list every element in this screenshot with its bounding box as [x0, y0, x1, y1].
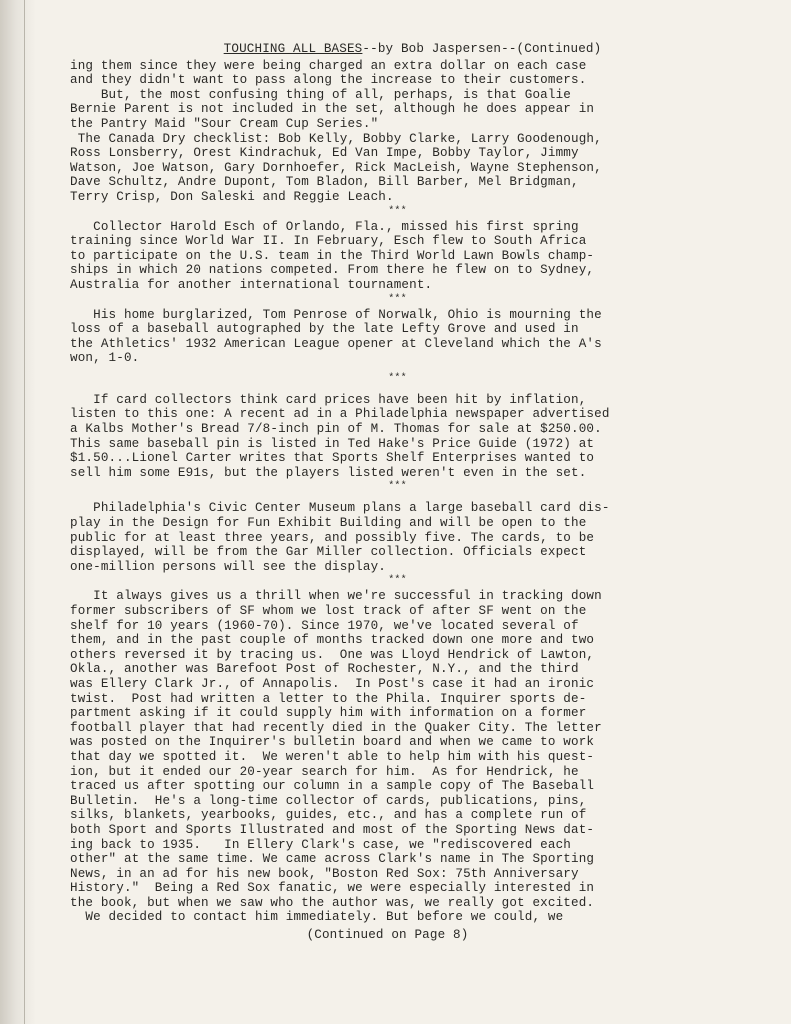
section-separator: ***: [388, 205, 407, 217]
page-binding-shadow: [0, 0, 36, 1024]
paragraph-canada-dry: [70, 59, 725, 205]
text-line: We decided to contact him immediately. But before we could, we: [70, 910, 564, 925]
text-line: Watson, Joe Watson, Gary Dornhoefer, Rick MacLeish, Wayne Stephenson,: [70, 160, 602, 175]
text-line: Okla., another was Barefoot Post of Rochester, N.Y., and the third: [70, 662, 579, 677]
text-line: sell him some E91s, but the players listed weren't even in the set.: [70, 465, 587, 480]
text-line: ships in which 20 nations competed. From there he flew on to Sydney,: [70, 263, 595, 278]
text-line: Australia for another international tournament.: [70, 277, 433, 292]
text-line: was posted on the Inquirer's bulletin board and when we came to work: [70, 735, 595, 750]
column-title: TOUCHING ALL BASES: [223, 42, 363, 56]
text-line: $1.50...Lionel Carter writes that Sports Shelf Enterprises wanted to: [70, 451, 595, 466]
byline: --by Bob Jaspersen--(Continued): [362, 42, 602, 56]
section-separator: ***: [388, 293, 407, 305]
text-line: ion, but it ended our 20-year search for him. As for Hendrick, he: [70, 764, 579, 779]
text-line: silks, blankets, yearbooks, guides, etc., and has a complete run of: [70, 808, 587, 823]
binding-edge: [24, 0, 25, 1024]
text-line: the book, but when we saw who the author was, we really got excited.: [70, 895, 595, 910]
text-line: History." Being a Red Sox fanatic, we were especially interested in: [70, 881, 595, 896]
text-line: won, 1-0.: [70, 351, 140, 366]
text-line: public for at least three years, and possibly five. The cards, to be: [70, 530, 595, 545]
text-line: Terry Crisp, Don Saleski and Reggie Leach.: [70, 189, 394, 204]
text-line: former subscribers of SF whom we lost track of after SF went on the: [70, 604, 587, 618]
text-line: twist. Post had written a letter to the Phila. Inquirer sports de-: [70, 691, 587, 706]
text-line: It always gives us a thrill when we're successful in tracking down: [70, 589, 602, 604]
section-separator: ***: [388, 481, 407, 493]
text-line: and they didn't want to pass along the increase to their customers.: [70, 73, 587, 88]
paragraph-subscribers: [70, 589, 725, 925]
text-line: both Sport and Sports Illustrated and most of the Sporting News dat-: [70, 822, 595, 837]
text-line: loss of a baseball autographed by the late Lefty Grove and used in: [70, 322, 579, 337]
text-line: ing back to 1935. In Ellery Clark's case, we "rediscovered each: [70, 837, 571, 852]
text-line: The Canada Dry checklist: Bob Kelly, Bobby Clarke, Larry Goodenough,: [70, 131, 602, 146]
section-separator: ***: [388, 575, 407, 587]
section-separator: ***: [388, 372, 407, 384]
text-line: the Pantry Maid "Sour Cream Cup Series.": [70, 116, 379, 131]
text-line: was Ellery Clark Jr., of Annapolis. In Post's case it had an ironic: [70, 676, 595, 691]
text-line: training since World War II. In February, Esch flew to South Africa: [70, 234, 587, 249]
text-line: displayed, will be from the Gar Miller collection. Officials expect: [70, 545, 587, 560]
text-line: Bernie Parent is not included in the set, although he does appear in: [70, 102, 595, 117]
text-line: partment asking if it could supply him with information on a former: [70, 706, 587, 721]
document-page: [70, 42, 725, 943]
text-line: a Kalbs Mother's Bread 7/8-inch pin of M. Thomas for sale at $250.00.: [70, 422, 602, 437]
text-line: Collector Harold Esch of Orlando, Fla., missed his first spring: [70, 219, 579, 234]
text-line: Philadelphia's Civic Center Museum plans a large baseball card dis-: [70, 501, 610, 516]
text-line: News, in an ad for his new book, "Boston Red Sox: 75th Anniversary: [70, 866, 579, 881]
text-line: If card collectors think card prices have been hit by inflation,: [70, 392, 587, 407]
text-line: football player that had recently died in the Quaker City. The letter: [70, 720, 602, 735]
paragraph-harold-esch: [70, 220, 725, 293]
text-line: the Athletics' 1932 American League opener at Cleveland which the A's: [70, 336, 602, 351]
text-line: This same baseball pin is listed in Ted Hake's Price Guide (1972) at: [70, 436, 595, 451]
text-line: Bulletin. He's a long-time collector of cards, publications, pins,: [70, 793, 587, 808]
text-line: play in the Design for Fun Exhibit Building and will be open to the: [70, 516, 587, 531]
text-line: others reversed it by tracing us. One was Lloyd Hendrick of Lawton,: [70, 647, 595, 662]
text-line: traced us after spotting our column in a sample copy of The Baseball: [70, 779, 595, 794]
text-line: other" at the same time. We came across Clark's name in The Sporting: [70, 852, 595, 867]
text-line: Ross Lonsberry, Orest Kindrachuk, Ed Van Impe, Bobby Taylor, Jimmy: [70, 146, 579, 161]
text-line: to participate on the U.S. team in the Third World Lawn Bowls champ-: [70, 248, 595, 263]
text-line: them, and in the past couple of months tracked down one more and two: [70, 633, 595, 648]
text-line: that day we spotted it. We weren't able to help him with his quest-: [70, 749, 595, 764]
text-line: one-million persons will see the display.: [70, 559, 387, 574]
text-line: Dave Schultz, Andre Dupont, Tom Bladon, Bill Barber, Mel Bridgman,: [70, 175, 579, 190]
text-line: ing them since they were being charged an extra dollar on each case: [70, 58, 587, 73]
text-line: listen to this one: A recent ad in a Philadelphia newspaper advertised: [70, 407, 610, 422]
page-title: [100, 42, 725, 57]
text-line: But, the most confusing thing of all, perhaps, is that Goalie: [70, 87, 571, 102]
text-line: shelf for 10 years (1960-70). Since 1970, we've located several of: [70, 618, 579, 633]
paragraph-civic-center: [70, 501, 725, 574]
continued-footer: (Continued on Page 8): [306, 928, 469, 943]
paragraph-tom-penrose: [70, 308, 725, 366]
text-line: His home burglarized, Tom Penrose of Norwalk, Ohio is mourning the: [70, 307, 602, 322]
paragraph-card-prices: [70, 393, 725, 481]
